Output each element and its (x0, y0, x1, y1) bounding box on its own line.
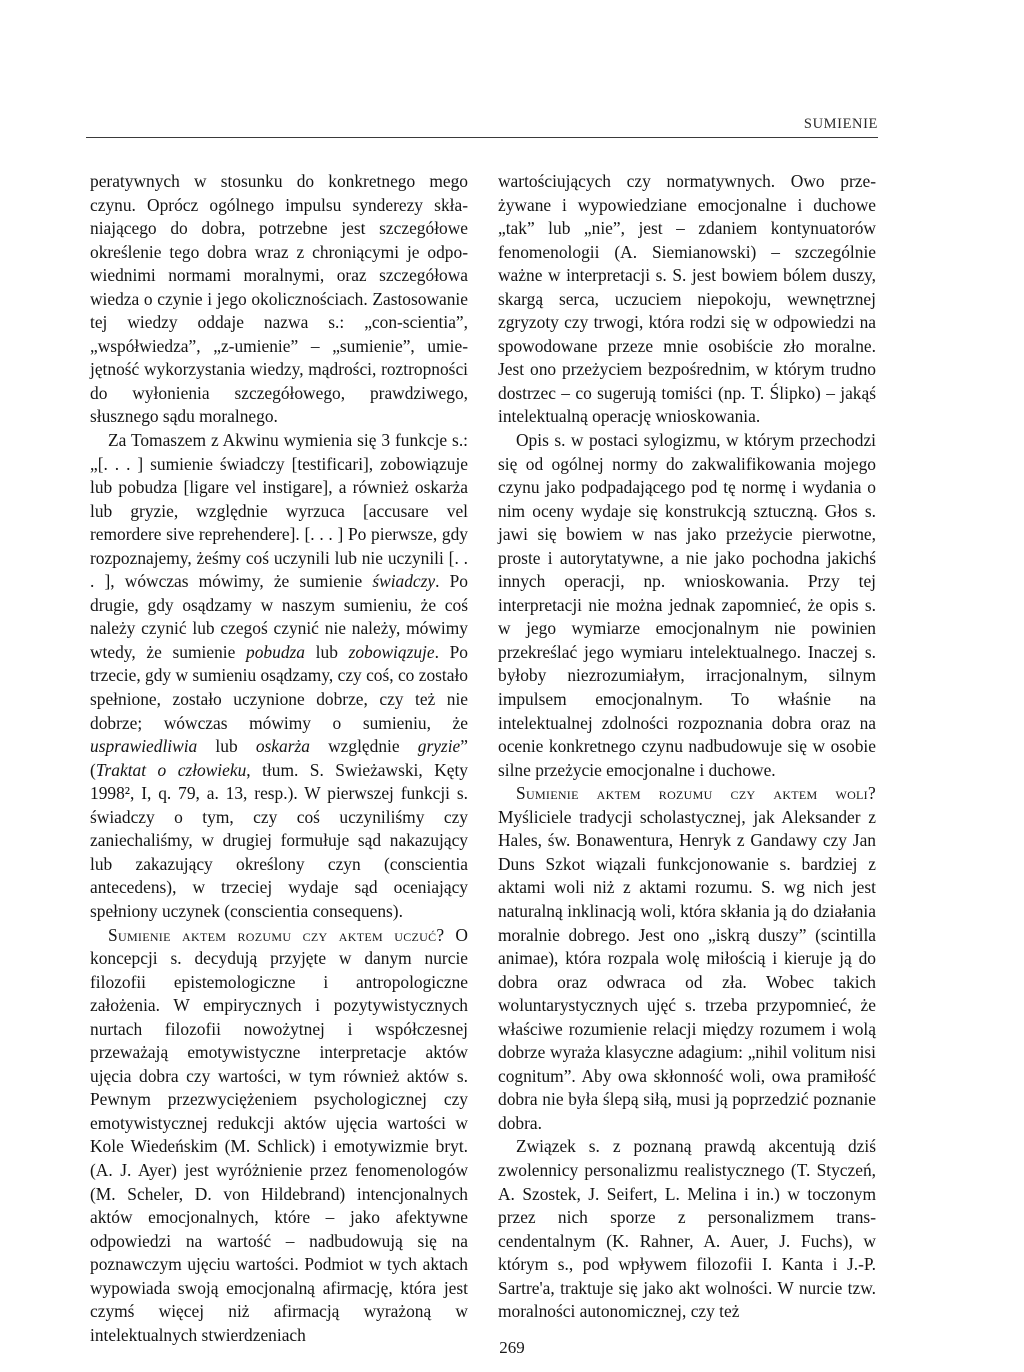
header-rule (86, 137, 878, 138)
section-heading: Sumienie aktem rozumu czy aktem uczuć? (108, 924, 445, 945)
right-column (498, 170, 876, 1324)
paragraph: peratywnych w stosunku do konkretnego mego czynu. Oprócz ogólnego impulsu synderezy skłaniającego do dobra, potrzebne jest szczegółowe określenie tego dobra wraz z chroniącymi je odpowiednimi normami moralnymi, oraz szczegółowa wiedza o czynie i jego okolicznościach. Zastosowanie tej wiedzy oddaje nazwa s.: „con-scientia”, „współwiedza”, „z-umienie” – „sumienie”, umiejętność wykorzystania wiedzy, mądrości, roztropności do wyłonienia szczegółowego, prawdziwego, słusznego sądu moralnego. (90, 171, 468, 427)
left-column (90, 170, 468, 1347)
italic-term: pobudza (246, 641, 305, 662)
running-head: SUMIENIE (803, 116, 878, 132)
section-heading: Sumienie aktem rozumu czy aktem woli? (516, 783, 876, 804)
italic-title: Traktat o człowieku (95, 759, 247, 780)
italic-term: oskarża (255, 736, 310, 757)
italic-term: świadczy (372, 571, 436, 592)
paragraph: Za Tomaszem z Akwinu wymienia się 3 funkcje s.: „[. . . ] sumienie świadczy [testificari], zobowiązuje lub pobudza [ligare vel instigare], a również oskarża lub gryzie, względnie wyrzuca [accusare vel remordere sive reprehendere]. [. . . ] Po pierwsze, gdy rozpoznajemy, żeśmy coś uczynili lub nie uczynili [. . . ], wówczas mówimy, że sumienie świadczy. Po drugie, gdy osądzamy w naszym sumieniu, że coś należy czynić lub czegoś czynić nie należy, mówimy wtedy, że sumienie pobudza lub zobowiązuje. Po trzecie, gdy w sumieniu osądzamy, czy coś, co zostało spełnione, zostało uczynione dobrze, czy też nie dobrze; wówczas mówimy o sumieniu, że usprawiedliwia lub oskarża względnie gryzie” (Traktat o człowieku, tłum. S. Swieżawski, Kęty 1998², I, q. 79, a. 13, resp.). W pierwszej funkcji s. świadczy o tym, czy coś uczyniliśmy czy zaniechaliśmy, w drugiej formułuje sąd nakazujący lub zakazujący określony czyn (conscientia antecedens), w trzeciej wydaje sąd oceniający spełniony uczynek (conscientia consequens). (90, 430, 468, 921)
paragraph: Związek s. z poznaną prawdą akcentują dziś zwolennicy personalizmu realistycznego (T. Styczeń, A. Szostek, J. Seifert, L. Melina i in.) w toczonym przez nich sporze z personalizmem transcendentalnym (K. Rahner, A. Auer, J. Fuchs), w którym s., pod wpływem filozofii I. Kanta i J.-P. Sartre'a, traktuje się jako akt wolności. W nurcie tzw. moralności autonomicznej, czy też (498, 1136, 876, 1322)
paragraph: Sumienie aktem rozumu czy aktem woli? Myśliciele tradycji scholastycznej, jak Aleksander z Hales, św. Bonawentura, Henryk z Gandawy czy Jan Duns Szkot wiązali funkcjonowanie s. bardziej z aktami woli niż z aktami rozumu. S. wg nich jest naturalną inklinacją woli, która skłania ją do działania moralnie dobrego. Jest ono „iskrą duszy” (scintilla animae), która rozpala wolę miłością i kieruje ją do dobra oraz odwraca od zła. Wobec takich woluntarystycznych ujęć s. trzeba przypomnieć, że właściwe rozumienie relacji między rozumem i wolą dobrze wyraża klasyczne adagium: „nihil volitum nisi cognitum”. Aby owa skłonność woli, owa pramiłość dobra nie była ślepą siłą, musi ją poprzedzić poznanie dobra. (498, 783, 876, 1133)
page-number: 269 (499, 1338, 525, 1357)
paragraph: Sumienie aktem rozumu czy aktem uczuć? O koncepcji s. decydują przyjęte w danym nurcie filozofii epistemologiczne i antropologiczne założenia. W empirycznych i pozytywistycznych nurtach filozofii nowożytnej i współczesnej przeważają emotywistyczne interpretacje aktów ujęcia dobra czy wartości, w tym również aktów s. Pewnym przezwyciężeniem psychologicznej czy emotywistycznej redukcji aktów ujęcia wartości w Kole Wiedeńskim (M. Schlick) i emotywizmie bryt. (A. J. Ayer) jest wyróżnienie przez fenomenologów (M. Scheler, D. von Hildebrand) intencjonalnych aktów emocjonalnych, które – jako afektywne odpowiedzi na wartość – nadbudowują się na poznawczym ujęciu wartości. Podmiot w tych aktach wypowiada swoją emocjonalną afirmację, która jest czymś więcej niż afirmacją wyrażoną w intelektualnych stwierdzeniach (90, 924, 468, 1345)
italic-term: usprawiedliwia (90, 736, 198, 757)
paragraph: wartościujących czy normatywnych. Owo przeżywane i wypowiedziane emocjonalne i duchowe „tak” lub „nie”, jest – zdaniem kontynuatorów fenomenologii (A. Siemianowski) – szczególnie ważne w interpretacji s. S. jest bowiem bólem duszy, skargą serca, uczuciem niepokoju, wewnętrznej zgryzoty czy trwogi, która rodzi się w odpowiedzi na spowodowane przeze mnie osobiście zło moralne. Jest ono przeżyciem bezpośrednim, w którym trudno dostrzec – co sugerują tomiści (np. T. Ślipko) – jakąś intelektualną operację wnioskowania. (498, 171, 876, 427)
italic-term: zobowiązuje (348, 641, 435, 662)
italic-term: gryzie (417, 736, 461, 757)
paragraph: Opis s. w postaci sylogizmu, w którym przechodzi się od ogólnej normy do zakwalifikowania mojego czynu jako podpadającego pod tę normę i wydania o nim oceny wydaje się konstrukcją sztuczną. Głos s. jawi się bowiem w nas jako przeżycie pierwotne, proste i autorytatywne, a nie jako pochodna jakichś innych operacji, np. wnioskowania. Przy tej interpretacji nie można jednak zapomnieć, że opis s. w jego wymiarze emocjonalnym nie powinien przekreślać jego wymiaru intelektualnego. Inaczej s. byłoby niezrozumiałym, irracjonalnym, silnym impulsem emocjonalnym. To właśnie na intelektualnej zdolności rozpoznania dobra oraz na ocenie konkretnego czynu nadbudowuje się w osobie silne przeżycie emocjonalne i duchowe. (498, 430, 876, 780)
